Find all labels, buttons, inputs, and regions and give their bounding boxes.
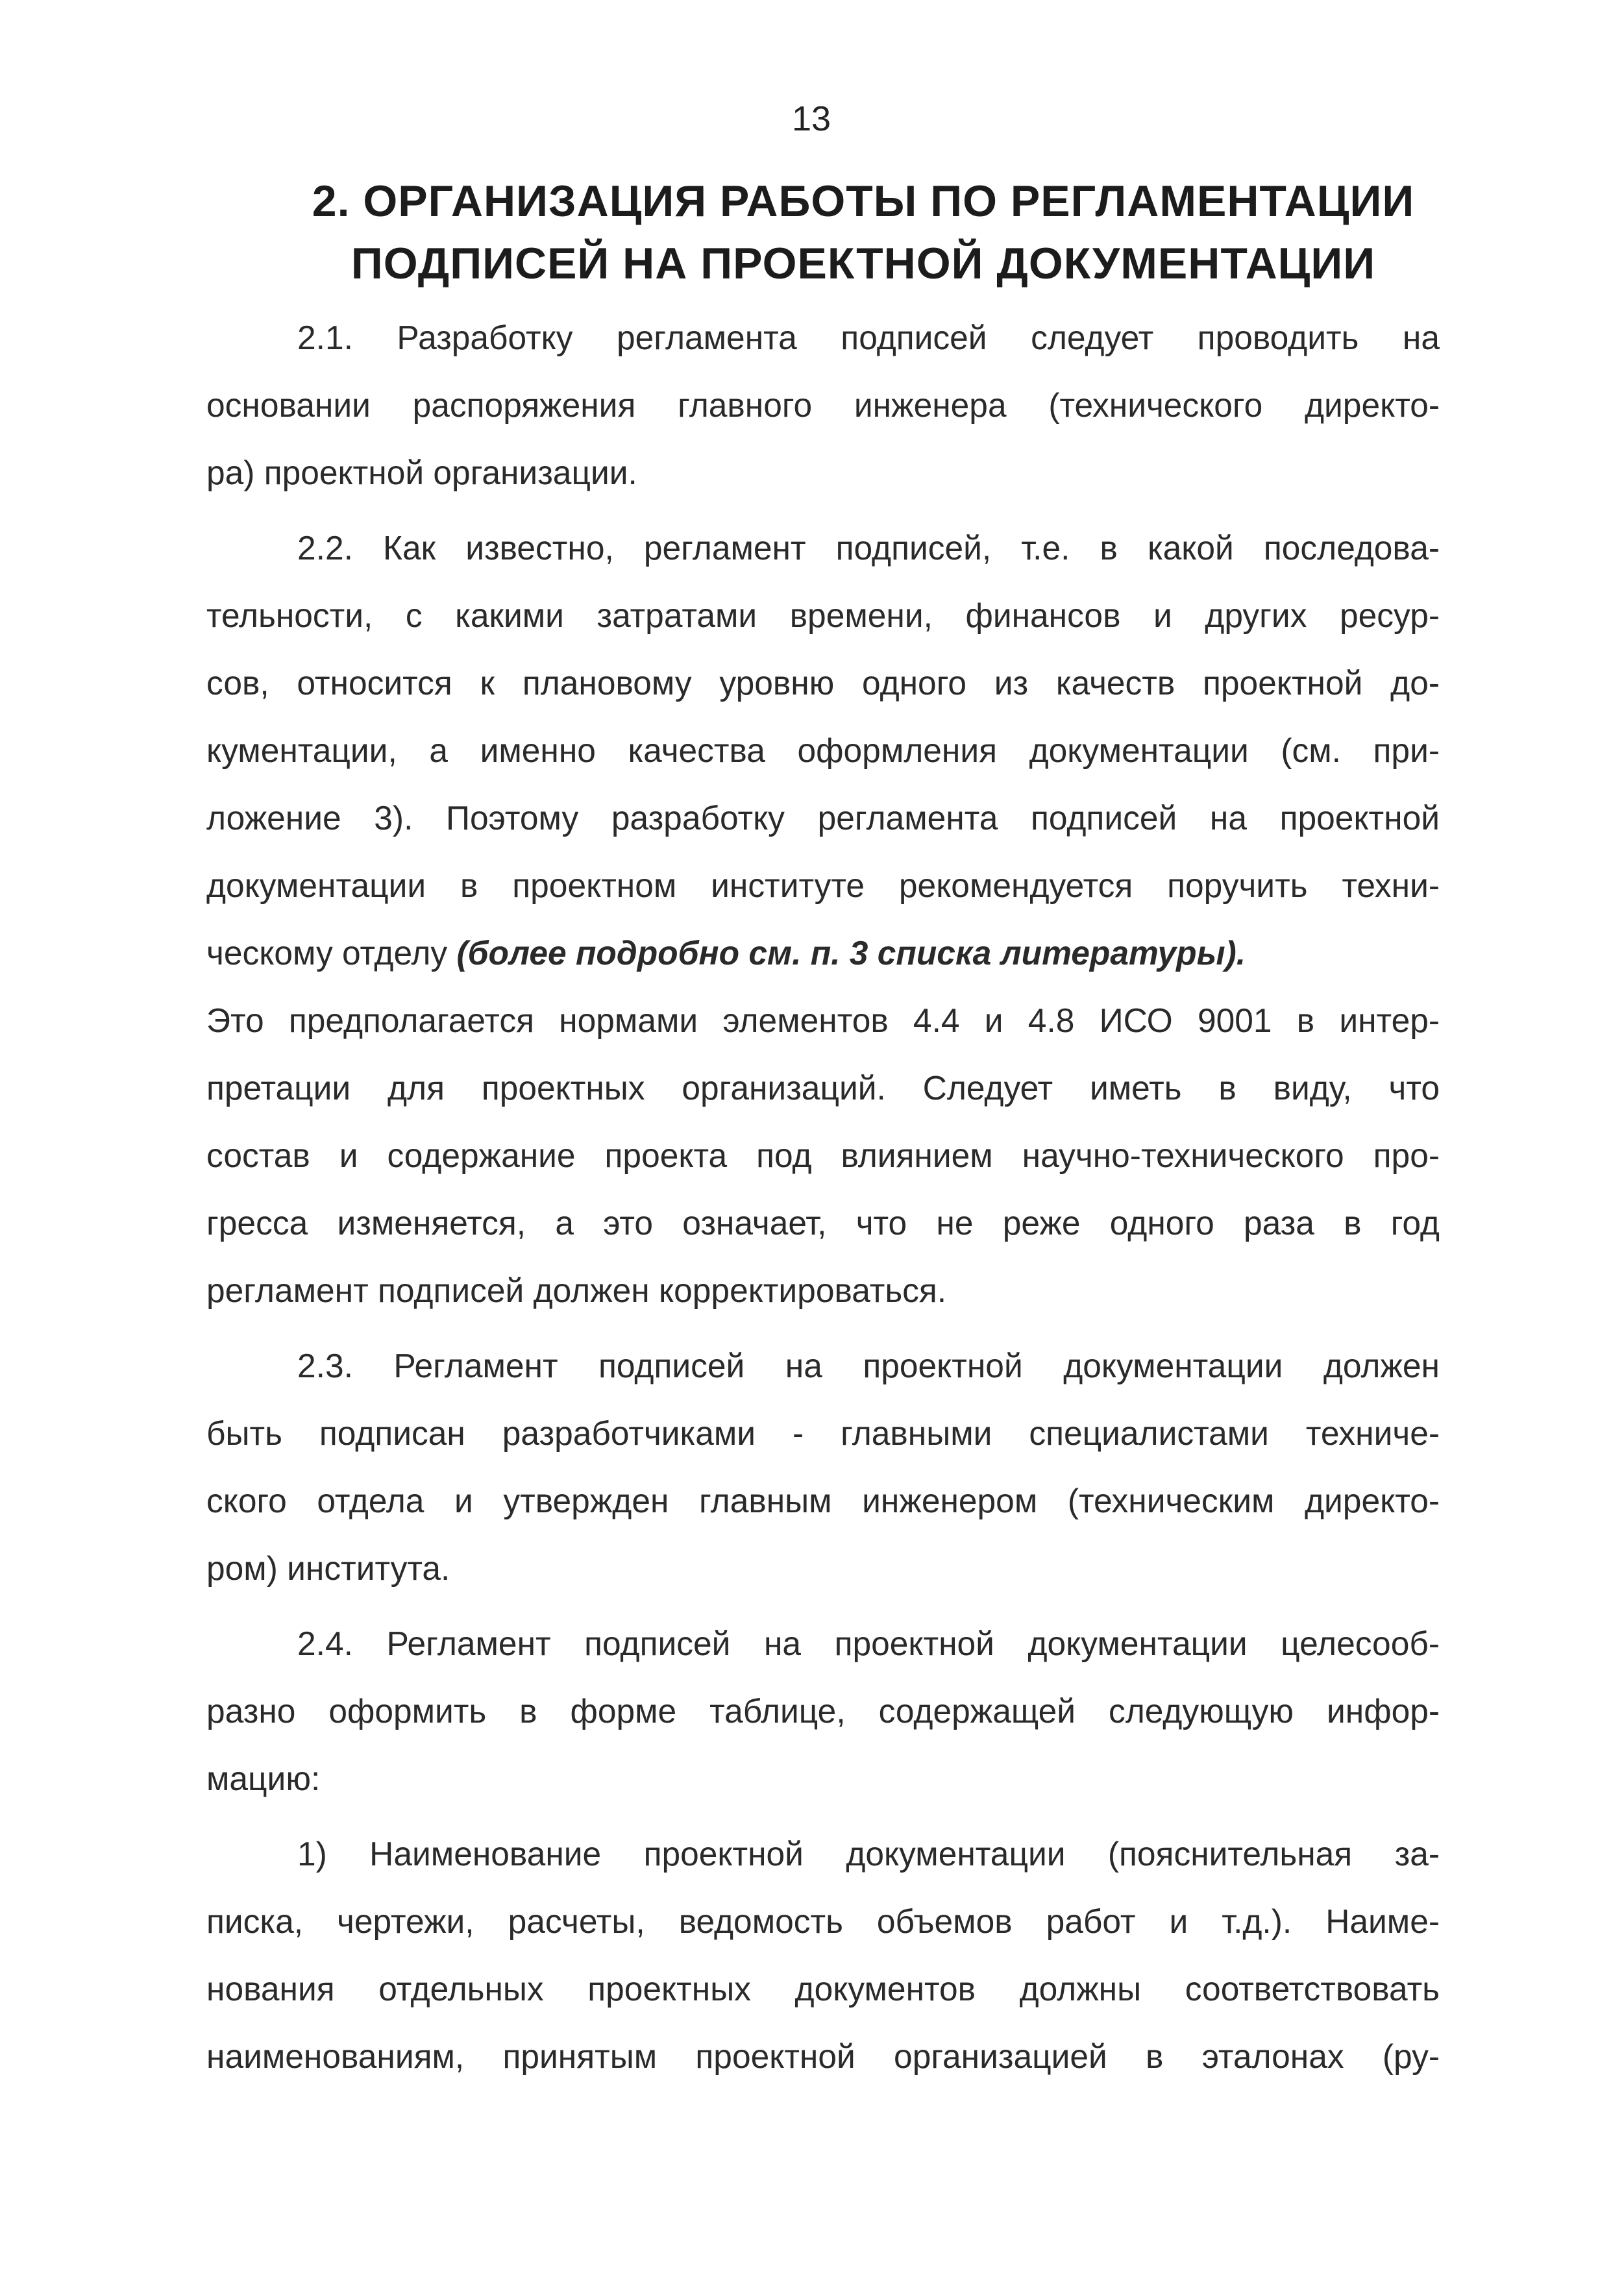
text-line: ложение 3). Поэтому разработку регламента подписей на проектной (206, 799, 1440, 837)
body-text (206, 304, 1440, 2090)
text-line: 2.1. Разработку регламента подписей следует проводить на (297, 319, 1440, 356)
text-line: 2.2. Как известно, регламент подписей, т.е. в какой последова- (297, 529, 1440, 567)
text-line: 2.3. Регламент подписей на проектной документации должен (297, 1347, 1440, 1384)
text-line: гресса изменяется, а это означает, что не реже одного раза в год (206, 1204, 1440, 1242)
text-line: разно оформить в форме таблице, содержащей следующую инфор- (206, 1692, 1440, 1730)
text-line: мацию: (206, 1760, 321, 1797)
paragraph-2-2 (206, 514, 1440, 1324)
text-line: быть подписан разработчиками - главными специалистами техниче- (206, 1414, 1440, 1452)
text-line: состав и содержание проекта под влиянием научно-технического про- (206, 1137, 1440, 1174)
text-line: тельности, с какими затратами времени, финансов и других ресур- (206, 596, 1440, 634)
paragraph-2-3 (206, 1332, 1440, 1602)
text-line: нования отдельных проектных документов должны соответствовать (206, 1970, 1440, 2008)
text-line: сов, относится к плановому уровню одного из качеств проектной до- (206, 664, 1440, 702)
text-line: документации в проектном институте рекомендуется поручить техни- (206, 866, 1440, 904)
text-line: кументации, а именно качества оформления документации (см. при- (206, 731, 1440, 769)
paragraph-2-1 (206, 304, 1440, 506)
section-heading (286, 170, 1441, 295)
text-line: регламент подписей должен корректироваться. (206, 1272, 947, 1309)
text-line: Это предполагается нормами элементов 4.4 и 4.8 ИСО 9001 в интер- (206, 1002, 1440, 1039)
section-heading-line-1: 2. ОРГАНИЗАЦИЯ РАБОТЫ ПО РЕГЛАМЕНТАЦИИ (312, 177, 1415, 226)
paragraph-2-4 (206, 1610, 1440, 1812)
page-number: 13 (791, 99, 831, 138)
list-item-1 (206, 1820, 1440, 2090)
text-line: претации для проектных организаций. Следует иметь в виду, что (206, 1069, 1440, 1107)
text-line: ского отдела и утвержден главным инженером (техническим директо- (206, 1482, 1440, 1519)
text-line: основании распоряжения главного инженера (технического директо- (206, 386, 1440, 424)
text-line: наименованиям, принятым проектной организацией в эталонах (ру- (206, 2037, 1440, 2075)
text-line: 2.4. Регламент подписей на проектной документации целесооб- (297, 1625, 1440, 1662)
section-heading-line-2: ПОДПИСЕЙ НА ПРОЕКТНОЙ ДОКУМЕНТАЦИИ (351, 239, 1376, 288)
text-line: 1) Наименование проектной документации (пояснительная за- (297, 1835, 1440, 1873)
literature-reference: (более подробно см. п. 3 списка литературы). (456, 934, 1246, 972)
text-line: ром) института. (206, 1549, 450, 1587)
text-fragment: ческому отделу (206, 934, 457, 972)
text-line-with-emphasis (206, 919, 1440, 987)
text-line: писка, чертежи, расчеты, ведомость объемов работ и т.д.). Наиме- (206, 1902, 1440, 1940)
text-line: ра) проектной организации. (206, 454, 637, 491)
